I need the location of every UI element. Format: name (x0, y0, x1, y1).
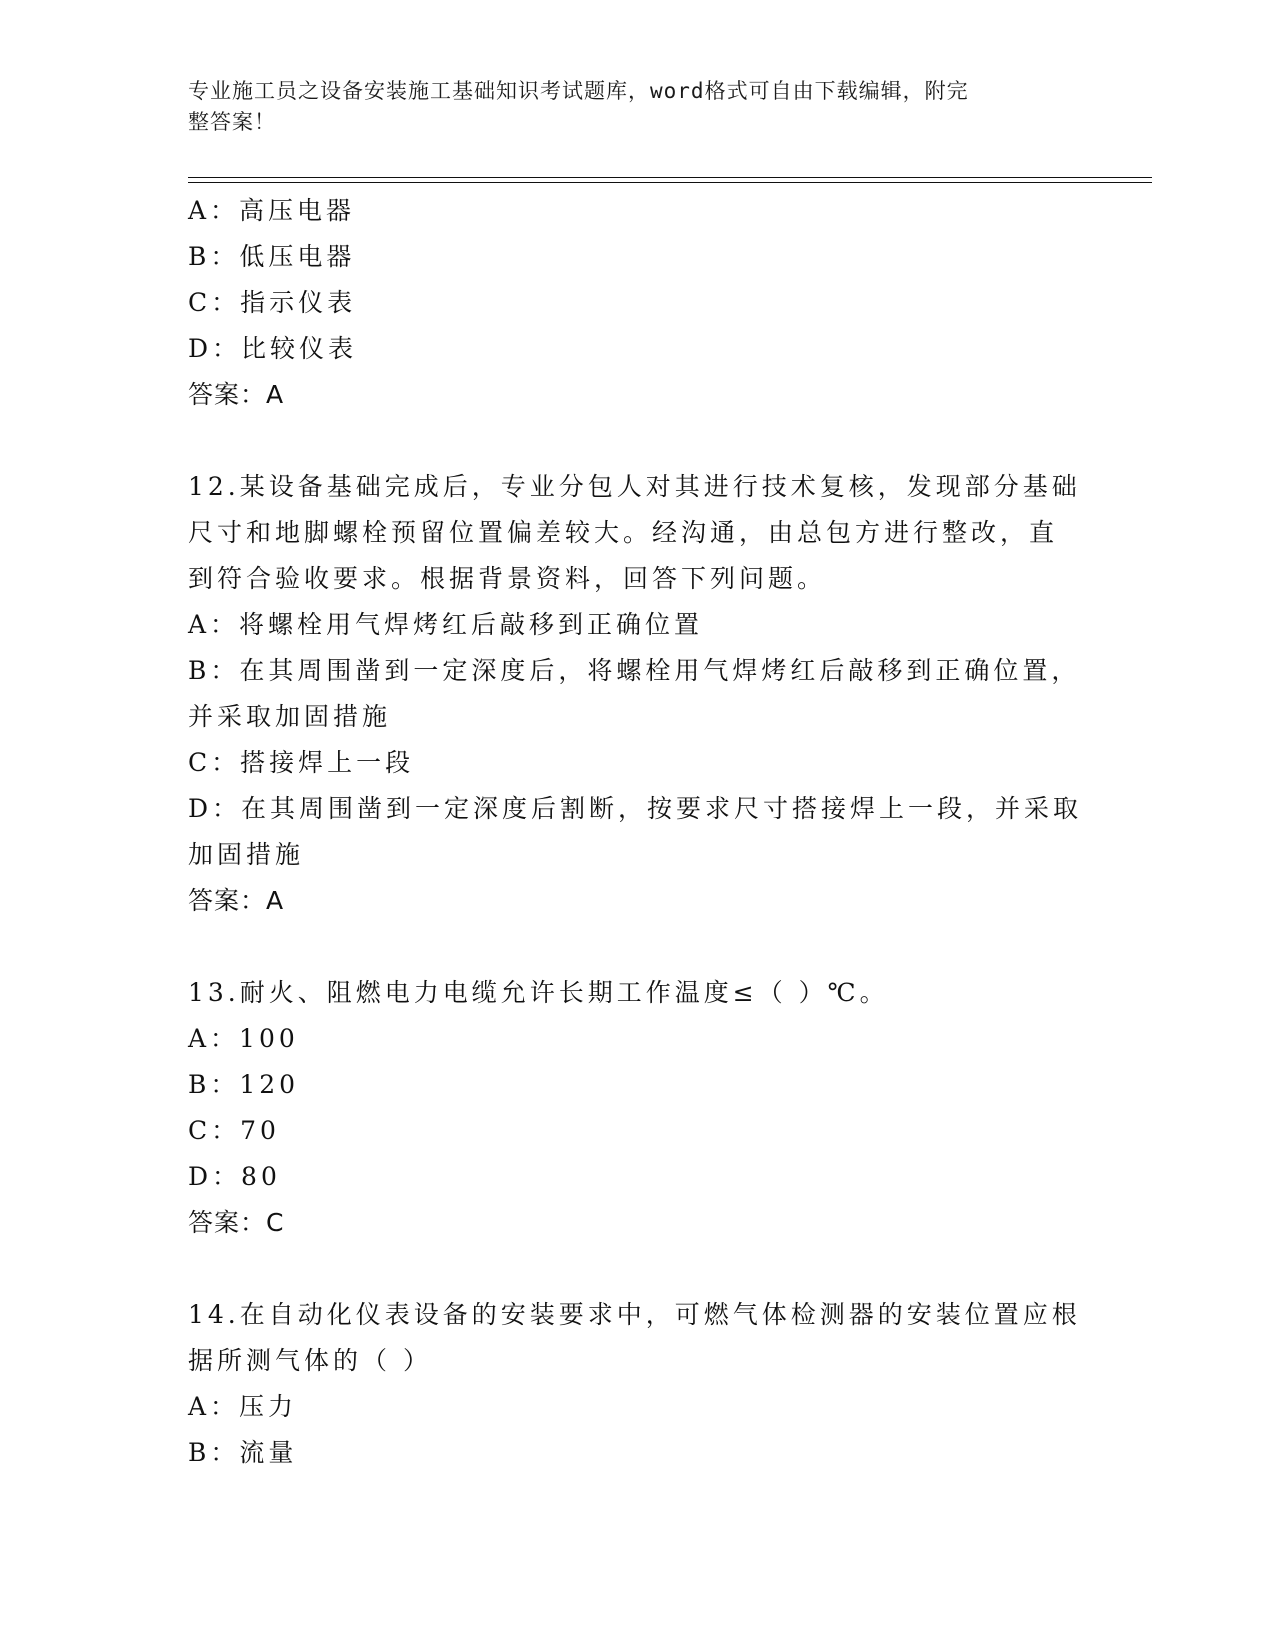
question-text-line: 到符合验收要求。根据背景资料，回答下列问题。 (188, 564, 827, 593)
document-header (188, 76, 1068, 138)
spacer (188, 418, 1088, 464)
option-c: C：指示仪表 (188, 288, 357, 317)
option-d: D：在其周围凿到一定深度后割断，按要求尺寸搭接焊上一段，并采取 (188, 794, 1083, 823)
option-a: A：100 (188, 1024, 299, 1053)
answer-line: 答案：A (188, 886, 285, 915)
option-a: A：将螺栓用气焊烤红后敲移到正确位置 (188, 610, 704, 639)
question-12 (188, 464, 1088, 924)
option-c: C：搭接焊上一段 (188, 748, 415, 777)
question-text-line: 12.某设备基础完成后，专业分包人对其进行技术复核，发现部分基础 (188, 472, 1081, 501)
option-b: B：在其周围凿到一定深度后，将螺栓用气焊烤红后敲移到正确位置， (188, 656, 1081, 685)
spacer (188, 924, 1088, 970)
option-b: B：流量 (188, 1438, 298, 1467)
option-d: D：80 (188, 1162, 281, 1191)
answer-line: 答案：C (188, 1208, 285, 1237)
question-text-line: 据所测气体的（ ） (188, 1346, 432, 1375)
header-line-1: 专业施工员之设备安装施工基础知识考试题库，word格式可自由下载编辑，附完 (188, 79, 969, 103)
answer-line: 答案：A (188, 380, 285, 409)
option-d-continued: 加固措施 (188, 840, 305, 869)
question-list (188, 188, 1088, 1476)
option-d: D：比较仪表 (188, 334, 358, 363)
spacer (188, 1246, 1088, 1292)
question-13 (188, 970, 1088, 1246)
option-b: B：低压电器 (188, 242, 356, 271)
question-11-continuation (188, 188, 1088, 418)
option-b: B：120 (188, 1070, 300, 1099)
option-a: A：高压电器 (188, 196, 356, 225)
question-text-line: 尺寸和地脚螺栓预留位置偏差较大。经沟通，由总包方进行整改，直 (188, 518, 1059, 547)
option-b-continued: 并采取加固措施 (188, 702, 392, 731)
option-c: C：70 (188, 1116, 280, 1145)
header-divider-top (188, 177, 1152, 178)
question-14 (188, 1292, 1088, 1476)
header-divider-bottom (188, 182, 1152, 183)
question-text-line: 13.耐火、阻燃电力电缆允许长期工作温度≤（ ）℃。 (188, 978, 889, 1007)
option-a: A：压力 (188, 1392, 298, 1421)
question-text-line: 14.在自动化仪表设备的安装要求中，可燃气体检测器的安装位置应根 (188, 1300, 1081, 1329)
header-line-2: 整答案！ (188, 110, 276, 134)
